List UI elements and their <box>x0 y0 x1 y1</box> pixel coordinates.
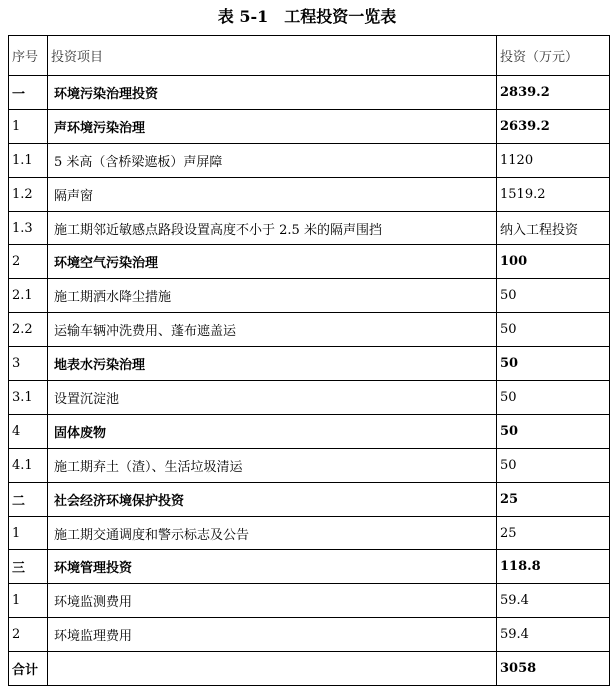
row-item: 施工期邻近敏感点路段设置高度不小于 2.5 米的隔声围挡 <box>48 211 497 245</box>
table-row <box>9 381 610 415</box>
header-no: 序号 <box>9 36 48 76</box>
row-value: 2839.2 <box>497 76 610 110</box>
row-item: 社会经济环境保护投资 <box>48 482 497 516</box>
row-number: 1.3 <box>9 211 48 245</box>
table-header-row <box>9 36 610 76</box>
row-item: 固体废物 <box>48 414 497 448</box>
row-number: 1.2 <box>9 177 48 211</box>
row-item: 环境污染治理投资 <box>48 76 497 110</box>
row-number: 合计 <box>9 652 48 686</box>
table-row <box>9 245 610 279</box>
row-value: 纳入工程投资 <box>497 211 610 245</box>
row-item: 环境监测费用 <box>48 584 497 618</box>
row-item: 5 米高（含桥梁遮板）声屏障 <box>48 143 497 177</box>
row-number: 三 <box>9 550 48 584</box>
row-number: 1 <box>9 516 48 550</box>
row-value: 1120 <box>497 143 610 177</box>
table-row <box>9 143 610 177</box>
header-value: 投资（万元） <box>497 36 610 76</box>
row-number: 1 <box>9 109 48 143</box>
table-row <box>9 618 610 652</box>
row-item: 运输车辆冲洗费用、蓬布遮盖运 <box>48 313 497 347</box>
row-number: 2 <box>9 245 48 279</box>
table-row <box>9 652 610 686</box>
table-row <box>9 482 610 516</box>
row-item: 隔声窗 <box>48 177 497 211</box>
row-item: 环境管理投资 <box>48 550 497 584</box>
row-number: 2.2 <box>9 313 48 347</box>
row-number: 一 <box>9 76 48 110</box>
header-item: 投资项目 <box>48 36 497 76</box>
row-value: 59.4 <box>497 584 610 618</box>
row-number: 4 <box>9 414 48 448</box>
row-number: 4.1 <box>9 448 48 482</box>
row-item: 施工期洒水降尘措施 <box>48 279 497 313</box>
row-item: 环境监理费用 <box>48 618 497 652</box>
row-number: 3.1 <box>9 381 48 415</box>
row-value: 50 <box>497 279 610 313</box>
row-value: 50 <box>497 448 610 482</box>
table-row <box>9 516 610 550</box>
table-row <box>9 414 610 448</box>
row-item: 施工期弃土（渣）、生活垃圾清运 <box>48 448 497 482</box>
row-value: 1519.2 <box>497 177 610 211</box>
row-value: 50 <box>497 347 610 381</box>
row-number: 1 <box>9 584 48 618</box>
table-row <box>9 177 610 211</box>
table-title: 表 5-1 工程投资一览表 <box>217 7 397 26</box>
row-number: 3 <box>9 347 48 381</box>
table-row <box>9 109 610 143</box>
row-item: 地表水污染治理 <box>48 347 497 381</box>
row-value: 59.4 <box>497 618 610 652</box>
table-row <box>9 313 610 347</box>
table-row <box>9 347 610 381</box>
investment-table <box>8 35 610 686</box>
row-value: 118.8 <box>497 550 610 584</box>
table-row <box>9 279 610 313</box>
row-number: 1.1 <box>9 143 48 177</box>
row-value: 25 <box>497 482 610 516</box>
table-row <box>9 448 610 482</box>
table-row <box>9 211 610 245</box>
row-value: 50 <box>497 414 610 448</box>
row-number: 2.1 <box>9 279 48 313</box>
row-item: 声环境污染治理 <box>48 109 497 143</box>
table-row <box>9 76 610 110</box>
row-item <box>48 652 497 686</box>
row-item: 施工期交通调度和警示标志及公告 <box>48 516 497 550</box>
row-number: 二 <box>9 482 48 516</box>
table-row <box>9 550 610 584</box>
row-value: 50 <box>497 381 610 415</box>
row-value: 50 <box>497 313 610 347</box>
row-value: 25 <box>497 516 610 550</box>
row-number: 2 <box>9 618 48 652</box>
table-row <box>9 584 610 618</box>
row-value: 3058 <box>497 652 610 686</box>
row-item: 设置沉淀池 <box>48 381 497 415</box>
row-item: 环境空气污染治理 <box>48 245 497 279</box>
row-value: 2639.2 <box>497 109 610 143</box>
row-value: 100 <box>497 245 610 279</box>
